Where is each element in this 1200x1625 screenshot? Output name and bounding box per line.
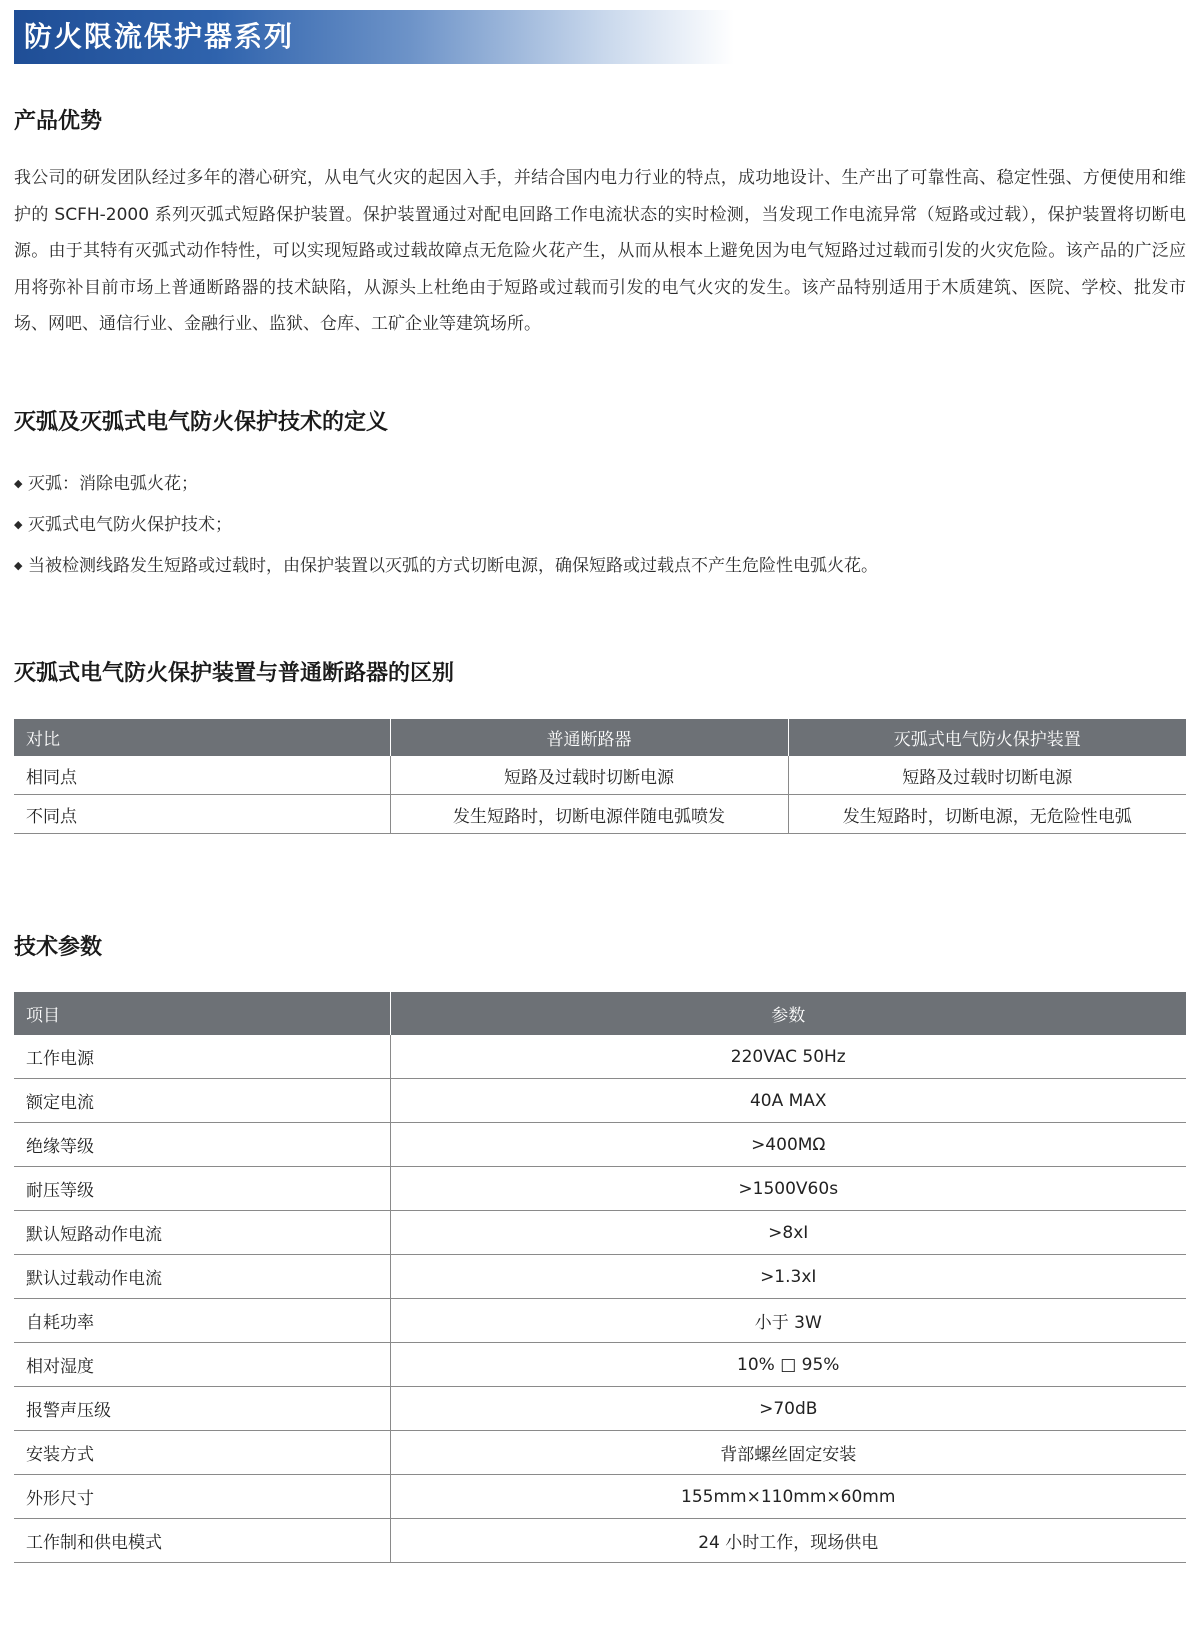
table-row xyxy=(14,1167,1186,1211)
table-row xyxy=(14,1123,1186,1167)
specs-heading: 技术参数 xyxy=(14,935,103,960)
table-row xyxy=(14,756,1186,795)
table-cell: 默认短路动作电流 xyxy=(14,1211,390,1255)
table-cell: >1.3xI xyxy=(390,1255,1186,1299)
column-header: 普通断路器 xyxy=(390,719,788,756)
table-cell: 工作电源 xyxy=(14,1035,390,1079)
comparison-heading: 灭弧式电气防火保护装置与普通断路器的区别 xyxy=(14,661,455,686)
table-row xyxy=(14,1211,1186,1255)
table-row xyxy=(14,1079,1186,1123)
table-cell: 默认过载动作电流 xyxy=(14,1255,390,1299)
table-cell: 相对湿度 xyxy=(14,1343,390,1387)
definition-heading: 灭弧及灭弧式电气防火保护技术的定义 xyxy=(14,410,389,435)
comparison-table xyxy=(14,719,1186,834)
list-item: ◆ 灭弧式电气防火保护技术； xyxy=(14,515,232,535)
column-header: 对比 xyxy=(14,719,390,756)
table-cell: 10% □ 95% xyxy=(390,1343,1186,1387)
table-cell: 报警声压级 xyxy=(14,1387,390,1431)
column-header: 参数 xyxy=(390,992,1186,1035)
title-banner xyxy=(14,10,734,64)
column-header: 项目 xyxy=(14,992,390,1035)
diamond-bullet-icon: ◆ xyxy=(14,518,23,531)
table-cell: 安装方式 xyxy=(14,1431,390,1475)
diamond-bullet-icon: ◆ xyxy=(14,559,23,572)
table-cell: 155mm×110mm×60mm xyxy=(390,1475,1186,1519)
table-row xyxy=(14,1255,1186,1299)
table-cell: 短路及过载时切断电源 xyxy=(788,756,1186,795)
table-row xyxy=(14,1343,1186,1387)
table-row xyxy=(14,1299,1186,1343)
list-item: ◆ 当被检测线路发生短路或过载时，由保护装置以灭弧的方式切断电源，确保短路或过载点不产生危险性电弧火花。 xyxy=(14,556,878,576)
table-cell: 发生短路时，切断电源，无危险性电弧 xyxy=(788,795,1186,834)
definition-list xyxy=(14,473,878,596)
table-cell: 工作制和供电模式 xyxy=(14,1519,390,1563)
table-cell: >1500V60s xyxy=(390,1167,1186,1211)
table-header-row xyxy=(14,719,1186,756)
diamond-bullet-icon: ◆ xyxy=(14,477,23,490)
table-cell: 背部螺丝固定安装 xyxy=(390,1431,1186,1475)
table-row xyxy=(14,1519,1186,1563)
table-cell: 短路及过载时切断电源 xyxy=(390,756,788,795)
table-cell: 绝缘等级 xyxy=(14,1123,390,1167)
column-header: 灭弧式电气防火保护装置 xyxy=(788,719,1186,756)
table-cell: 220VAC 50Hz xyxy=(390,1035,1186,1079)
table-row xyxy=(14,795,1186,834)
table-cell: >400MΩ xyxy=(390,1123,1186,1167)
table-cell: 发生短路时，切断电源伴随电弧喷发 xyxy=(390,795,788,834)
table-row xyxy=(14,1475,1186,1519)
table-cell: 40A MAX xyxy=(390,1079,1186,1123)
page-title: 防火限流保护器系列 xyxy=(24,20,295,53)
advantages-heading: 产品优势 xyxy=(14,109,103,134)
advantages-paragraph: 我公司的研发团队经过多年的潜心研究，从电气火灾的起因入手，并结合国内电力行业的特点，成功地设计、生产出了可靠性高、稳定性强、方便使用和维护的 SCFH-2000 系列灭弧式短路保护装置。保护装置通过对配电回路工作电流状态的实时检测，当发现工作电流异常（短路或过载），保护装置将切断电源。由于其特有灭弧式动作特性，可以实现短路或过载故障点无危险火花产生，从而从根本上避免因为电气短路过过载而引发的火灾危险。该产品的广泛应用将弥补目前市场上普通断路器的技术缺陷，从源头上杜绝由于短路或过载而引发的电气火灾的发生。该产品特别适用于木质建筑、医院、学校、批发市场、网吧、通信行业、金融行业、监狱、仓库、工矿企业等建筑场所。 xyxy=(14,168,1186,334)
table-cell: 耐压等级 xyxy=(14,1167,390,1211)
table-cell: 额定电流 xyxy=(14,1079,390,1123)
specs-table xyxy=(14,992,1186,1563)
table-cell: 不同点 xyxy=(14,795,390,834)
table-cell: >8xI xyxy=(390,1211,1186,1255)
table-cell: >70dB xyxy=(390,1387,1186,1431)
table-cell: 自耗功率 xyxy=(14,1299,390,1343)
table-row xyxy=(14,1431,1186,1475)
table-header-row xyxy=(14,992,1186,1035)
table-row xyxy=(14,1387,1186,1431)
table-cell: 外形尺寸 xyxy=(14,1475,390,1519)
list-item: ◆ 灭弧：消除电弧火花； xyxy=(14,474,198,494)
table-cell: 小于 3W xyxy=(390,1299,1186,1343)
table-row xyxy=(14,1035,1186,1079)
table-cell: 相同点 xyxy=(14,756,390,795)
table-cell: 24 小时工作，现场供电 xyxy=(390,1519,1186,1563)
